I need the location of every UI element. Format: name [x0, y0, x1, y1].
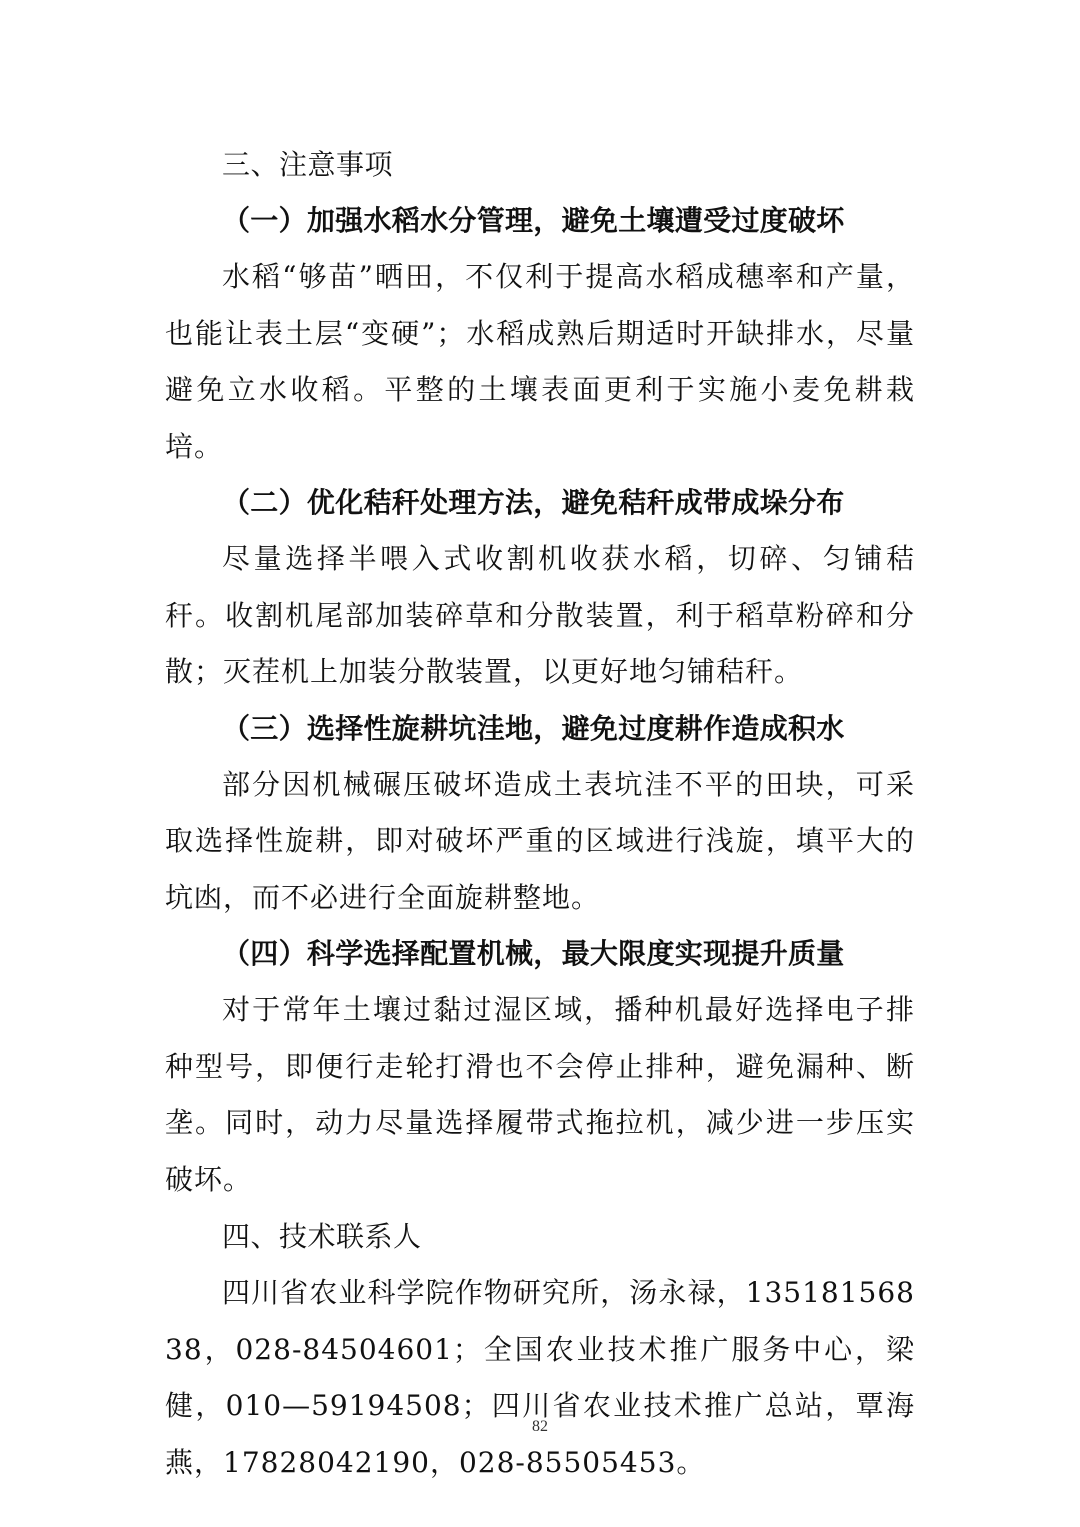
- page-number: 82: [532, 1418, 548, 1435]
- subsection-title-machinery: （四）科学选择配置机械，最大限度实现提升质量: [222, 937, 845, 970]
- paragraph-machinery: 对于常年土壤过黏过湿区域，播种机最好选择电子排种型号，即便行走轮打滑也不会停止排种，避免漏种、断垄。同时，动力尽量选择履带式拖拉机，减少进一步压实破坏。: [165, 993, 915, 1196]
- paragraph-straw-handling: 尽量选择半喂入式收割机收获水稻，切碎、匀铺秸秆。收割机尾部加装碎草和分散装置，利于稻草粉碎和分散；灭茬机上加装分散装置，以更好地匀铺秸秆。: [165, 542, 915, 688]
- section-heading-contacts: 四、技术联系人: [222, 1220, 422, 1253]
- paragraph-contacts: 四川省农业科学院作物研究所，汤永禄，13518156838，028-84504601；全国农业技术推广服务中心，梁健，010—59194508；四川省农业技术推广总站，覃海燕，17828042190，028-85505453。: [165, 1276, 915, 1479]
- page-content: [165, 136, 915, 1491]
- paragraph-selective-tillage: 部分因机械碾压破坏造成土表坑洼不平的田块，可采取选择性旋耕，即对破坏严重的区域进行浅旋，填平大的坑凼，而不必进行全面旋耕整地。: [165, 767, 915, 914]
- section-heading-precautions: 三、注意事项: [222, 148, 394, 181]
- subsection-title-straw-handling: （二）优化秸秆处理方法，避免秸秆成带成垛分布: [222, 486, 845, 519]
- paragraph-water-management: 水稻“够苗”晒田，不仅利于提高水稻成穗率和产量，也能让表土层“变硬”；水稻成熟后期适时开缺排水，尽量避免立水收稻。平整的土壤表面更利于实施小麦免耕栽培。: [165, 260, 915, 463]
- subsection-title-selective-tillage: （三）选择性旋耕坑洼地，避免过度耕作造成积水: [222, 711, 845, 745]
- subsection-title-water-management: （一）加强水稻水分管理，避免土壤遭受过度破坏: [222, 204, 845, 237]
